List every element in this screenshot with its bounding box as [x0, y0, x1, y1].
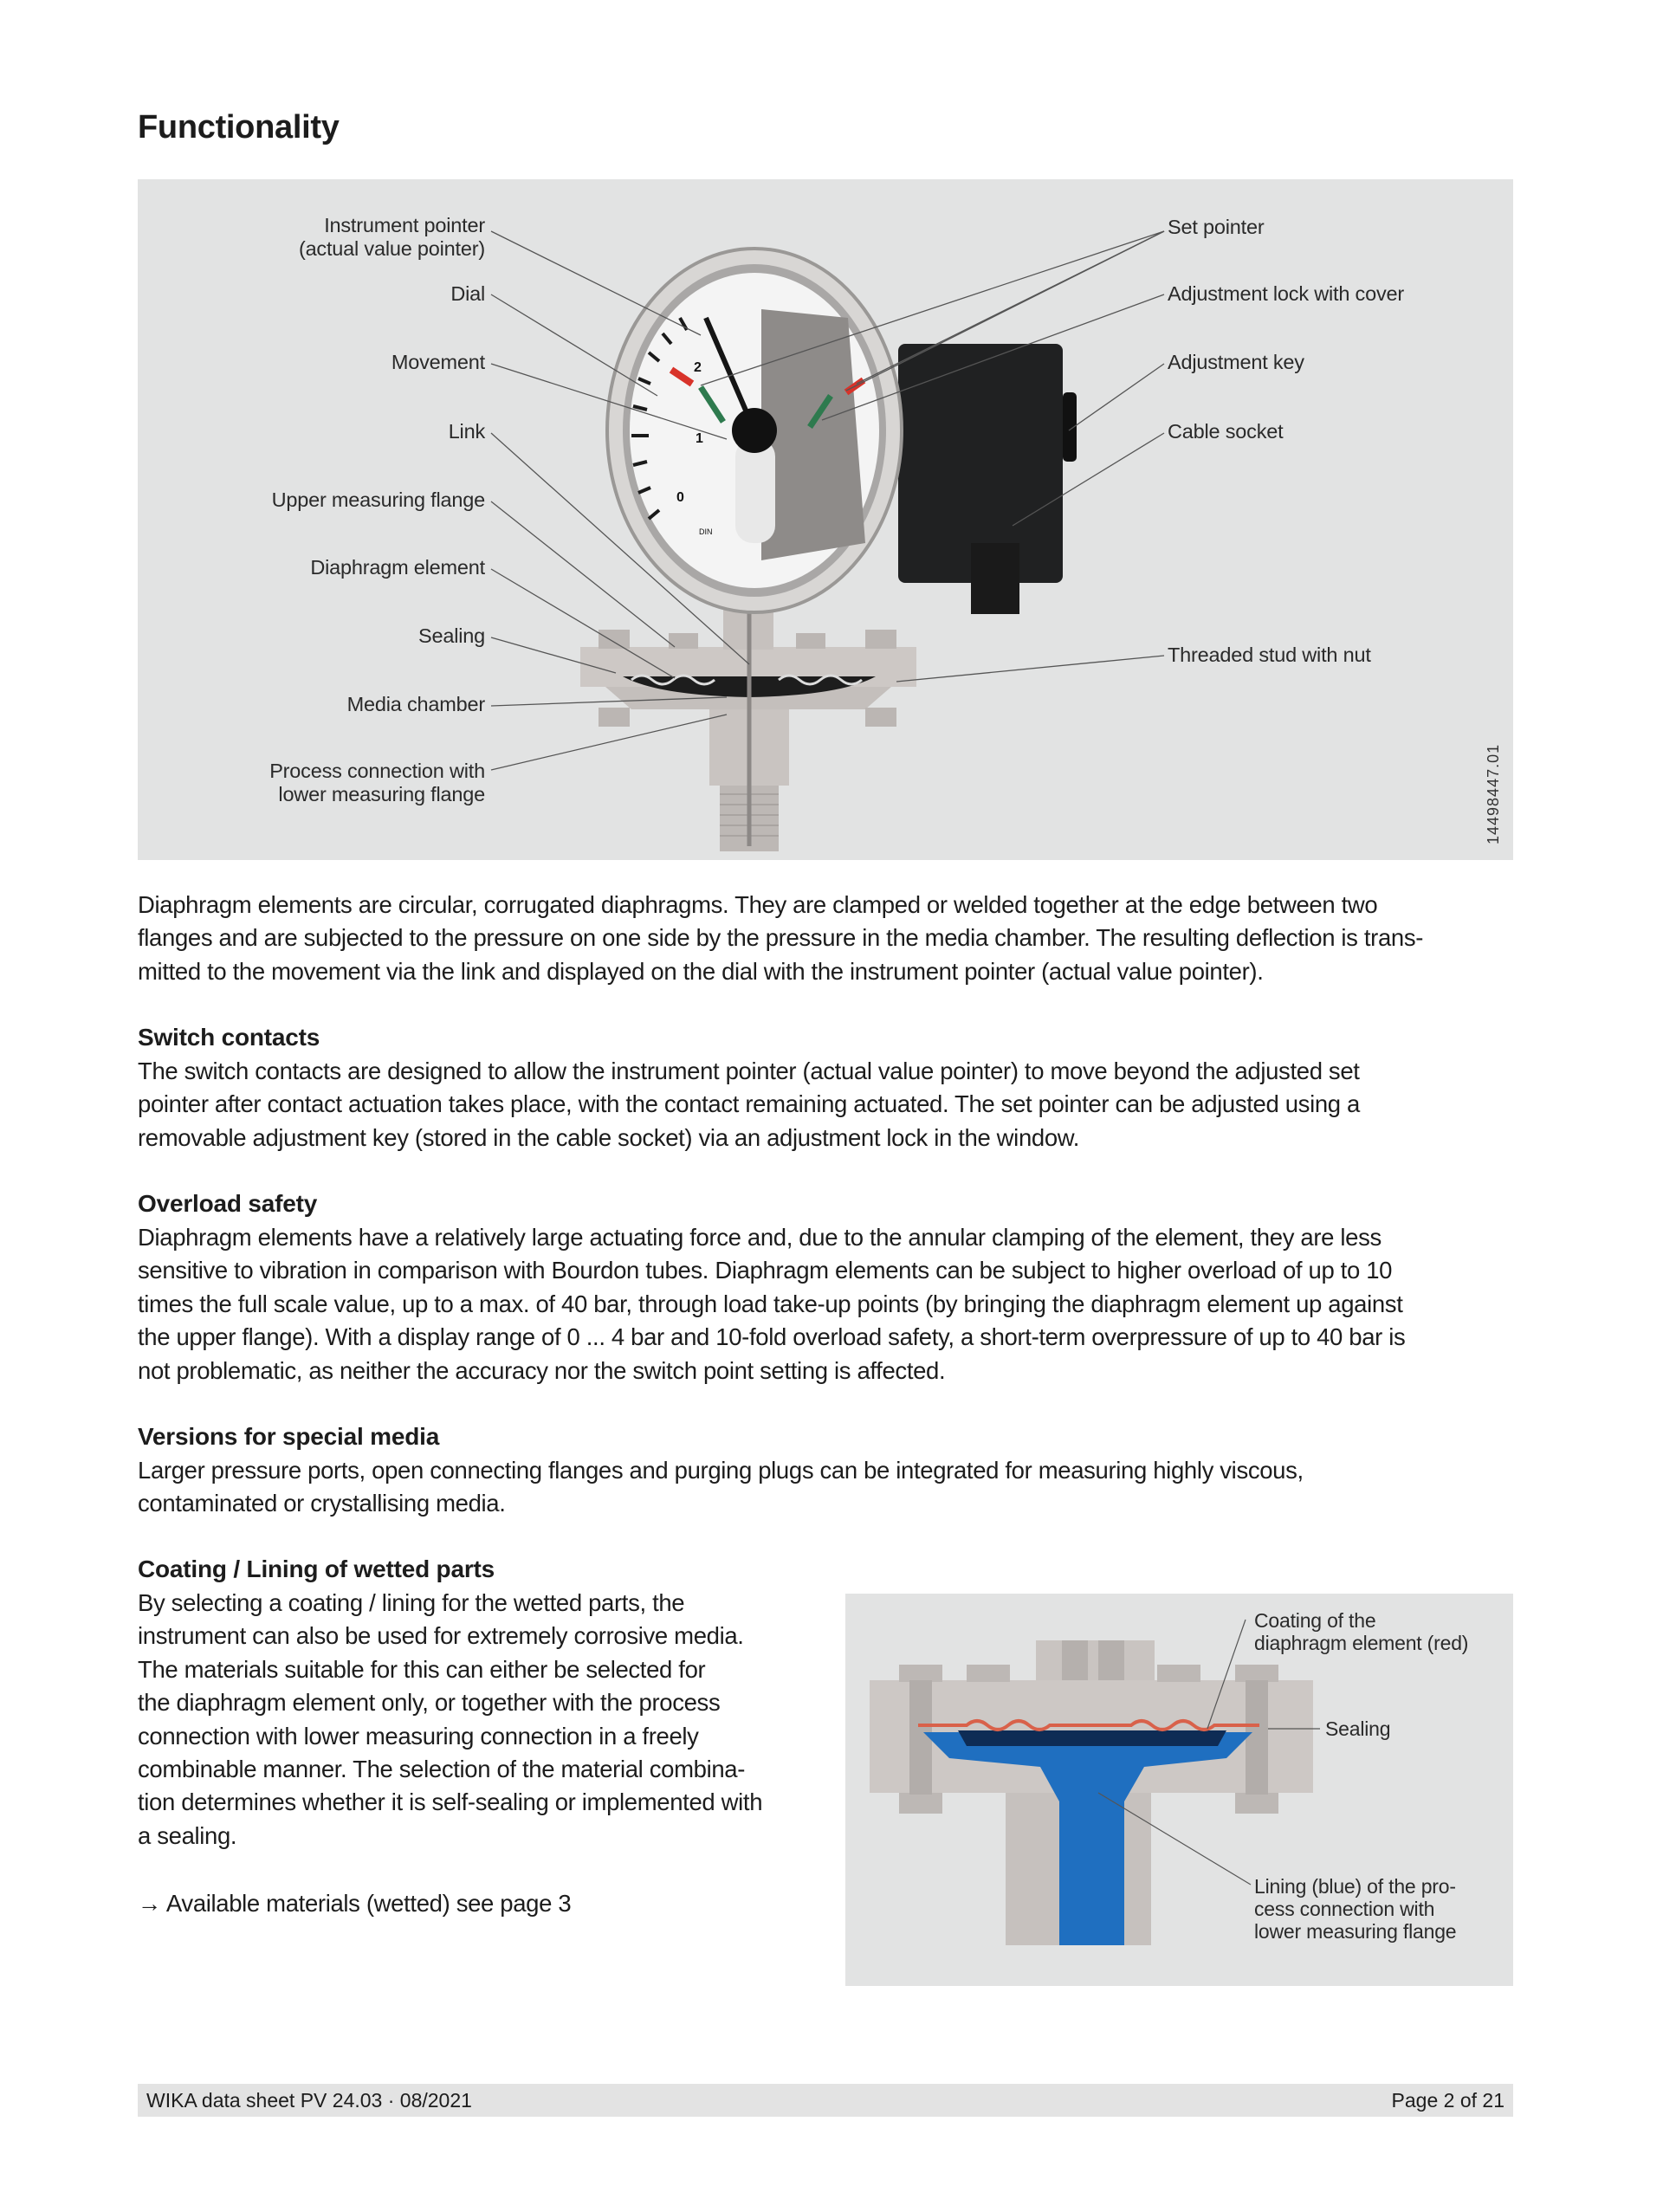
label-coating-red: Coating of the diaphragm element (red)	[1254, 1609, 1469, 1654]
label-cable-socket: Cable socket	[1168, 420, 1284, 443]
switch-contacts-paragraph: The switch contacts are designed to allow the instrument pointer (actual value pointer) to move beyond the adjusted set pointer after contact actuation takes place, with the contact remaining actuated. The set pointer can be adjusted using a removable adjustment key (stored in the cable socket) via an adjustment lock in the window.	[138, 1057, 1360, 1151]
footer-page-number: Page 2 of 21	[1391, 2089, 1504, 2112]
gauge-cutaway-figure	[138, 179, 1513, 860]
label-lining-blue: Lining (blue) of the pro- cess connection with lower measuring flange	[1254, 1875, 1457, 1943]
label-upper-measuring-flange: Upper measuring flange	[271, 488, 485, 511]
movement-hub	[732, 408, 777, 453]
svg-text:DIN: DIN	[699, 527, 713, 536]
intro-paragraph: Diaphragm elements are circular, corrugated diaphragms. They are clamped or welded together at the edge between two flanges and are subjected to the pressure on one side by the pressure in the media chamber. The resulting deflection is trans- mitted to the movement via the link and displayed on the dial with the instrument pointer (actual value pointer).	[138, 891, 1424, 985]
coating-lining-paragraph: By selecting a coating / lining for the wetted parts, the instrument can also be used for extremely corrosive media. The materials suitable for this can either be selected for the diaphragm element only, or together with the process connection with lower measuring connection in a freely combinable manner. The selection of the material combina- tion determines whether it is self-sealing or implemented with a sealing.	[138, 1589, 763, 1849]
image-code: 14498447.01	[1485, 743, 1502, 844]
available-materials-link[interactable]: → Available materials (wetted) see page 3	[138, 1890, 572, 1917]
label-movement: Movement	[391, 351, 485, 373]
label-adjustment-lock: Adjustment lock with cover	[1168, 282, 1404, 305]
label-link: Link	[448, 420, 485, 443]
page-footer	[138, 2084, 1513, 2117]
label-sealing-2: Sealing	[1325, 1717, 1391, 1740]
coating-lining-figure	[845, 1594, 1513, 1986]
gauge-illustration	[138, 179, 1513, 860]
heading-overload-safety: Overload safety	[138, 1190, 318, 1217]
svg-text:2: 2	[694, 360, 702, 375]
svg-text:0: 0	[676, 490, 684, 505]
label-dial: Dial	[450, 282, 485, 305]
label-threaded-stud: Threaded stud with nut	[1168, 644, 1371, 666]
svg-text:1: 1	[696, 431, 703, 446]
label-process-connection: Process connection with lower measuring flange	[269, 760, 485, 805]
heading-coating-lining: Coating / Lining of wetted parts	[138, 1556, 495, 1582]
label-media-chamber: Media chamber	[346, 693, 485, 715]
special-media-paragraph: Larger pressure ports, open connecting flanges and purging plugs can be integrated for measuring highly viscous, contaminated or crystallising media.	[138, 1457, 1304, 1517]
label-instrument-pointer: Instrument pointer (actual value pointer)	[298, 214, 485, 260]
overload-safety-paragraph: Diaphragm elements have a relatively large actuating force and, due to the annular clamping of the element, they are less sensitive to vibration in comparison with Bourdon tubes. Diaphragm elements can be subject to higher overload of up to 10 times the full scale value, up to a max. of 40 bar, through load take-up points (by bringing the diaphragm element up against the upper flange). With a display range of 0 ... 4 bar and 10-fold overload safety, a short-term overpressure of up to 40 bar is not problematic, as neither the accuracy nor the switch point setting is affected.	[138, 1224, 1406, 1384]
label-diaphragm-element: Diaphragm element	[310, 556, 485, 579]
footer-document-id: WIKA data sheet PV 24.03 · 08/2021	[146, 2089, 472, 2112]
label-sealing: Sealing	[418, 624, 485, 647]
page-title: Functionality	[138, 109, 340, 146]
label-adjustment-key: Adjustment key	[1168, 351, 1304, 373]
label-set-pointer: Set pointer	[1168, 216, 1265, 238]
heading-switch-contacts: Switch contacts	[138, 1024, 320, 1051]
heading-special-media: Versions for special media	[138, 1423, 440, 1450]
